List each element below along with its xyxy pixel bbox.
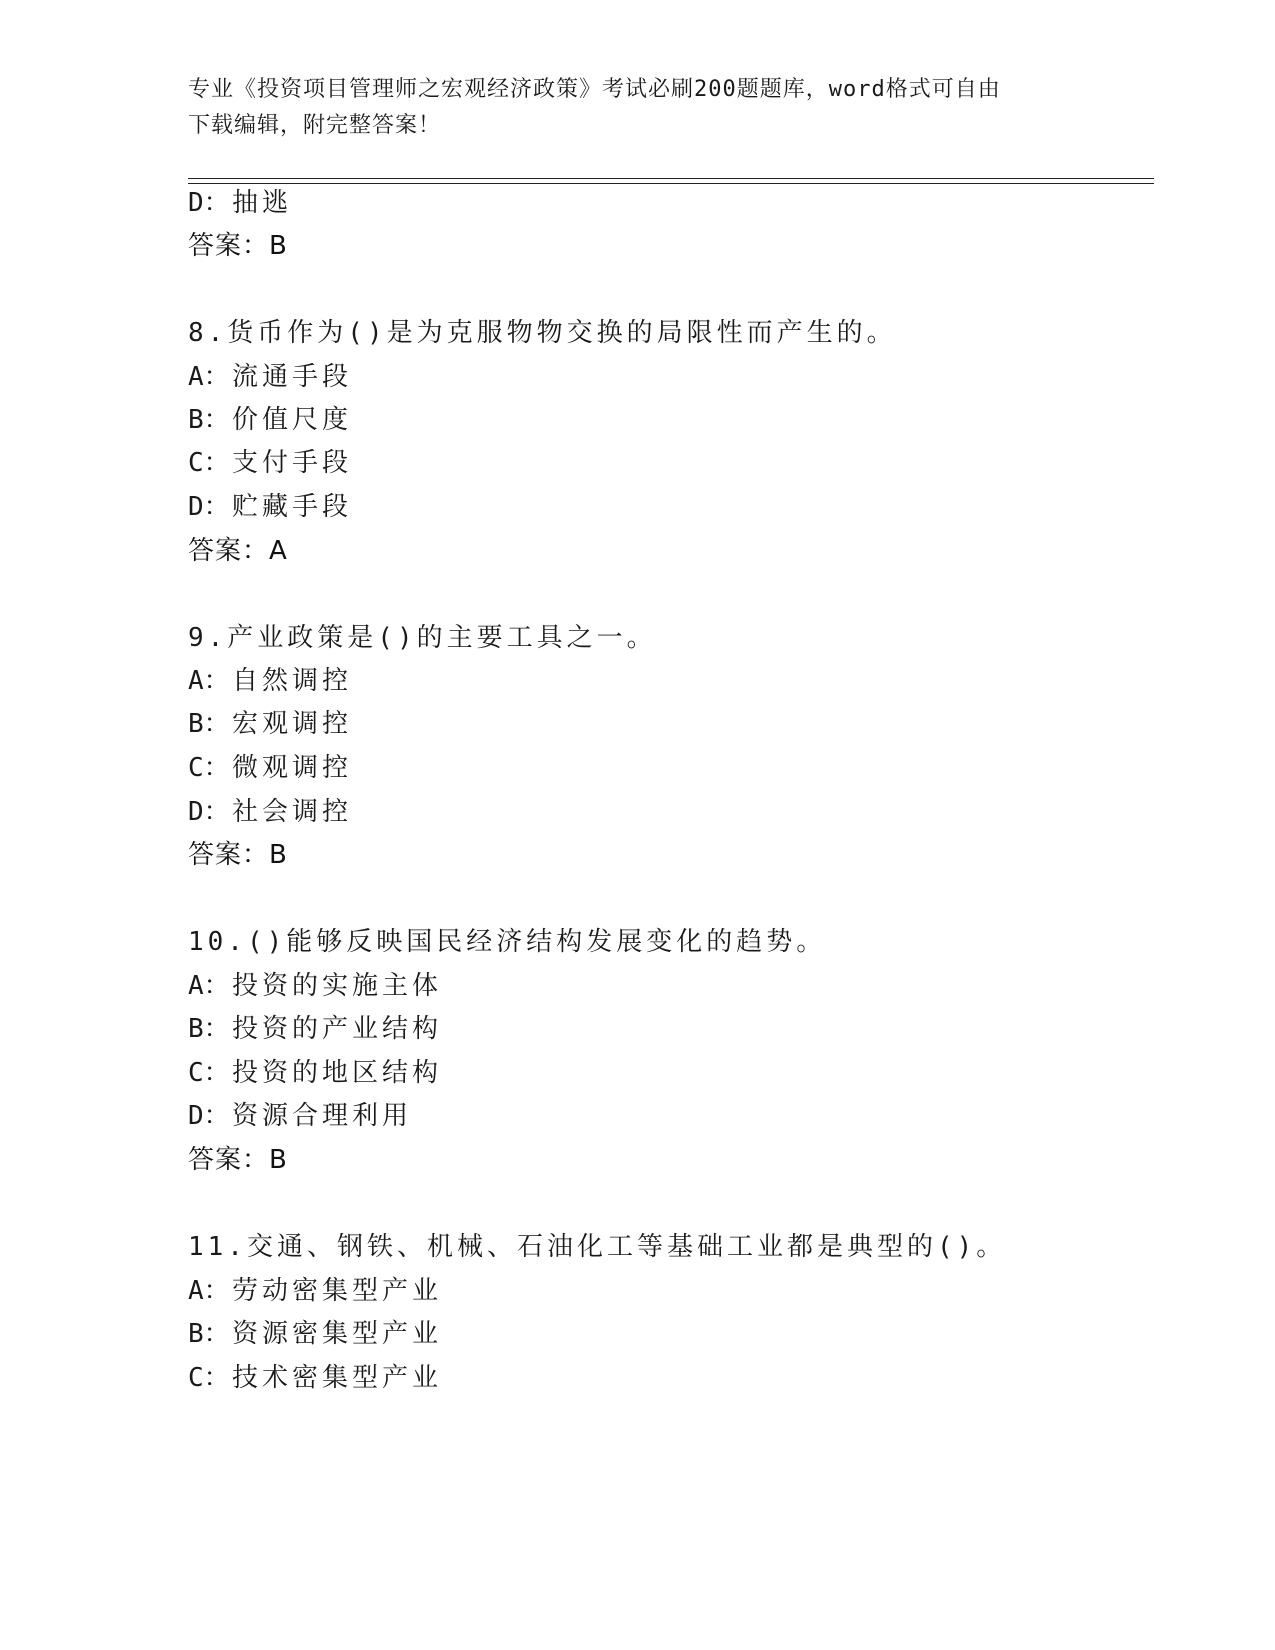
option-text: 投资的地区结构 bbox=[232, 1058, 443, 1088]
header-line-1: 专业《投资项目管理师之宏观经济政策》考试必刷200题题库，word格式可自由 bbox=[188, 77, 1001, 102]
q10-option-c bbox=[188, 1056, 442, 1090]
option-text: 资源密集型产业 bbox=[232, 1319, 443, 1349]
option-text: 投资的实施主体 bbox=[232, 971, 443, 1001]
option-text: 支付手段 bbox=[232, 448, 353, 478]
option-label: D： bbox=[188, 188, 230, 218]
q9-option-a bbox=[188, 664, 352, 698]
option-text: 贮藏手段 bbox=[232, 492, 353, 522]
q11-option-c bbox=[188, 1361, 442, 1395]
option-label: B： bbox=[188, 709, 230, 739]
option-text: 宏观调控 bbox=[232, 709, 353, 739]
q8-answer: 答案：A bbox=[188, 536, 288, 566]
option-label: A： bbox=[188, 1276, 230, 1306]
option-text: 社会调控 bbox=[232, 797, 353, 827]
q8-option-b bbox=[188, 403, 352, 437]
question-stem-10: 10.()能够反映国民经济结构发展变化的趋势。 bbox=[188, 927, 827, 957]
q8-option-a bbox=[188, 360, 352, 394]
header-divider-bottom bbox=[188, 183, 1154, 184]
q9-option-b bbox=[188, 707, 352, 741]
q8-option-d bbox=[188, 490, 352, 524]
q10-option-a bbox=[188, 969, 442, 1003]
q10-option-d bbox=[188, 1099, 412, 1133]
prev-option-d bbox=[188, 186, 292, 220]
question-stem-8: 8.货币作为()是为克服物物交换的局限性而产生的。 bbox=[188, 318, 897, 348]
option-text: 技术密集型产业 bbox=[232, 1363, 443, 1393]
q9-answer: 答案：B bbox=[188, 840, 288, 870]
prev-answer: 答案：B bbox=[188, 231, 288, 261]
option-text: 抽逃 bbox=[232, 188, 293, 218]
option-text: 价值尺度 bbox=[232, 405, 353, 435]
q9-option-d bbox=[188, 795, 352, 829]
option-label: A： bbox=[188, 971, 230, 1001]
option-label: B： bbox=[188, 405, 230, 435]
option-label: C： bbox=[188, 1058, 230, 1088]
option-text: 流通手段 bbox=[232, 362, 353, 392]
option-label: C： bbox=[188, 753, 230, 783]
option-text: 自然调控 bbox=[232, 666, 353, 696]
document-header bbox=[188, 72, 1088, 144]
q10-option-b bbox=[188, 1012, 442, 1046]
option-label: C： bbox=[188, 1363, 230, 1393]
option-label: D： bbox=[188, 492, 230, 522]
q11-option-a bbox=[188, 1274, 442, 1308]
option-text: 微观调控 bbox=[232, 753, 353, 783]
option-label: A： bbox=[188, 666, 230, 696]
q10-answer: 答案：B bbox=[188, 1145, 288, 1175]
option-text: 投资的产业结构 bbox=[232, 1014, 443, 1044]
q8-option-c bbox=[188, 446, 352, 480]
option-text: 资源合理利用 bbox=[232, 1101, 413, 1131]
option-label: B： bbox=[188, 1014, 230, 1044]
option-label: B： bbox=[188, 1319, 230, 1349]
header-divider-top bbox=[188, 178, 1154, 179]
q9-option-c bbox=[188, 751, 352, 785]
question-stem-11: 11.交通、钢铁、机械、石油化工等基础工业都是典型的()。 bbox=[188, 1232, 1007, 1262]
q11-option-b bbox=[188, 1317, 442, 1351]
option-label: C： bbox=[188, 448, 230, 478]
option-label: D： bbox=[188, 1101, 230, 1131]
option-label: D： bbox=[188, 797, 230, 827]
header-line-2: 下载编辑，附完整答案！ bbox=[188, 113, 442, 138]
option-text: 劳动密集型产业 bbox=[232, 1276, 443, 1306]
question-stem-9: 9.产业政策是()的主要工具之一。 bbox=[188, 623, 657, 653]
option-label: A： bbox=[188, 362, 230, 392]
